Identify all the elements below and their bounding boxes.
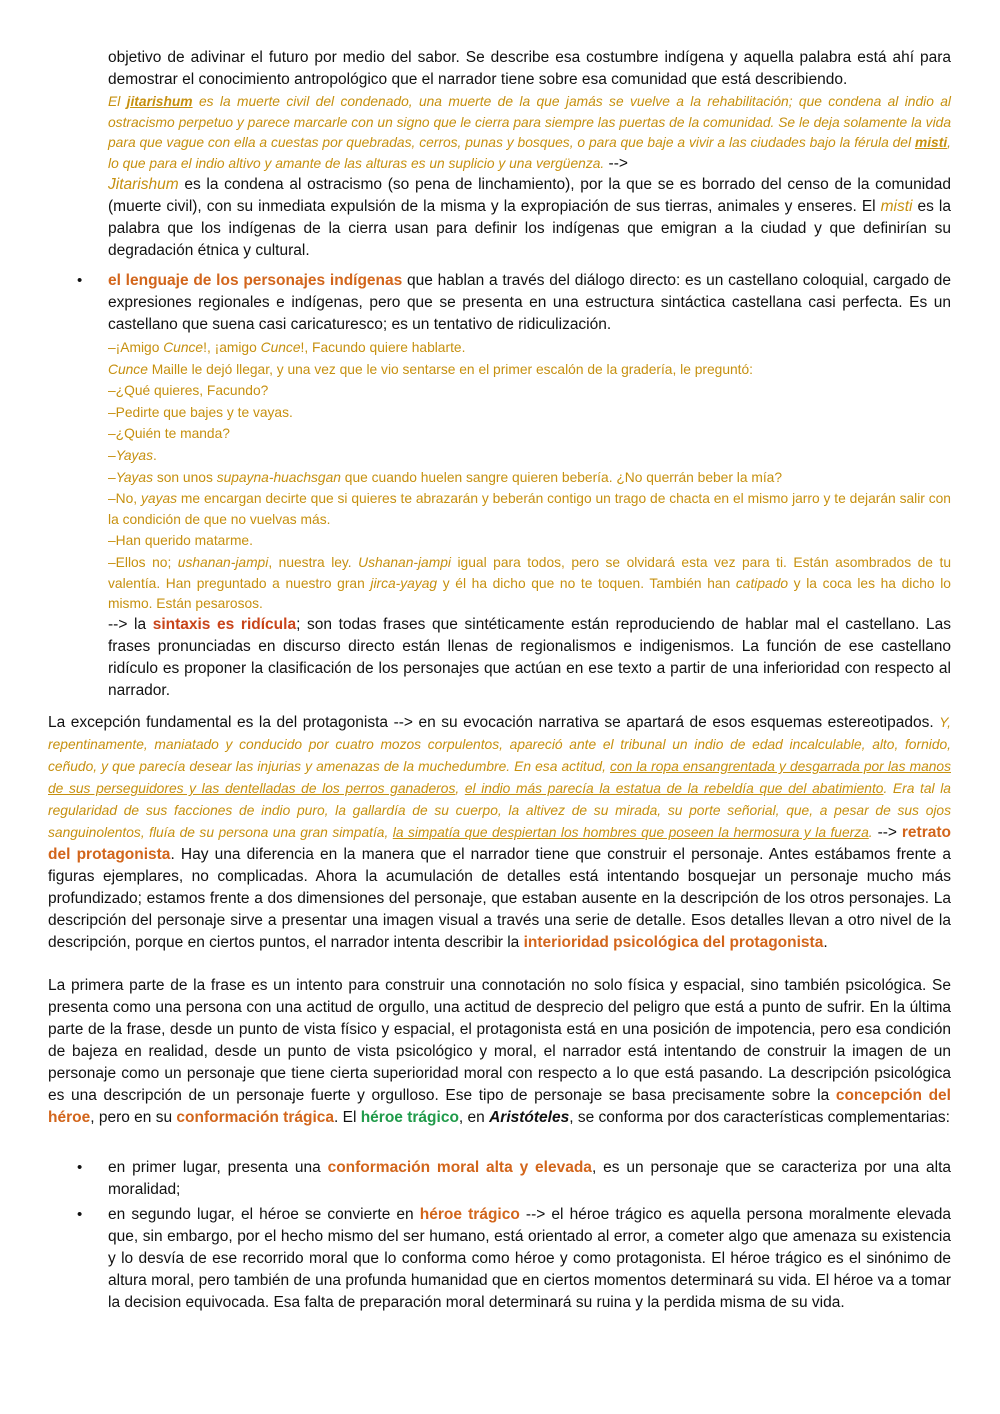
paragraph-jitarishum <box>108 47 951 262</box>
dialogue-line: –Pedirte que bajes y te vayas. <box>108 404 293 420</box>
quote-jitarishum: El jitarishum es la muerte civil del condenado, una muerte de la que jamás se vuelve a la rehabilitación; que condena al indio al ostracismo perpetuo y parece marcarle con un signo que le cierra para siempre las puertas de la comunidad. Se le deja solamente la vida para que vague con ella a cuestas por quebradas, cerros, punas y bosques, o para que baje a vivir a las ciudades bajo la férula del misti, lo que para el indio altivo y amante de las alturas es un suplicio y una vergüenza. --> <box>108 94 951 172</box>
paragraph-lenguaje: el lenguaje de los personajes indígenas que hablan a través del diálogo directo: es un castellano coloquial, cargado de expresiones regionales e indígenas, pero que se presenta en una estructura sintáctica castellana casi perfecta. Es un castellano que suena casi caricaturesco; es un tentativo de ridiculización. <box>108 272 951 333</box>
highlight-conformacion: conformación trágica <box>176 1109 335 1126</box>
paragraph-sintaxis: --> la sintaxis es ridícula; son todas frases que sintéticamente están reproduciendo de hablar mal el castellano. Las frases pronunciadas en discurso directo están llenas de regionalismos e indigenismos. La función de ese castellano ridículo es proponer la clasificación de los personajes que actúan en ese texto a partir de una inferioridad con respecto al narrador. <box>108 616 951 699</box>
paragraph-heroe: La primera parte de la frase es un intento para construir una connotación no solo física y espacial, sino también psicológica. Se presenta como una persona con una actitud de orgullo, una actitud de desprecio del peligro que está a punto de sufrir. En la última parte de la frase, desde un punto de vista físico y espacial, el protagonista está en una posición de impotencia, pero esa condición de bajeza en realidad, desde un punto de vista psicológico y moral, el narrador está intentando de construir la imagen de un personaje como un personaje que tiene cierta superioridad moral con respecto a lo que está pasando. La descripción psicológica es una descripción de un personaje fuerte y orgulloso. Ese tipo de personaje se basa precisamente sobre la concepción del héroe, pero en su conformación trágica. El héroe trágico, en Aristóteles, se conforma por dos características complementarias: <box>48 977 951 1126</box>
highlight-retrato: retrato del protagonista <box>48 824 951 863</box>
list-item-segundo-lugar: en segundo lugar, el héroe se convierte en héroe trágico --> el héroe trágico es aquella persona moralmente elevada que, sin embargo, por el hecho mismo del ser humano, está orientado al error, a cometer algo que amenaza su existencia y lo desvía de ese recorrido moral que lo conforma como héroe y como protagonista. El héroe trágico es el sinónimo de altura moral, pero también de una profunda humanidad que en ciertos momentos determinará su vida. El héroe va a tomar la decision equivocada. Esa falta de preparación moral determinará su ruina y la perdida misma de su vida. <box>108 1206 951 1311</box>
list-item-primer-lugar: en primer lugar, presenta una conformación moral alta y elevada, es un personaje que se caracteriza por una alta moralidad; <box>108 1159 951 1198</box>
bullet-marker: • <box>77 1159 83 1176</box>
dialogue-line: –¡Amigo Cunce!, ¡amigo Cunce!, Facundo quiere hablarte. <box>108 340 466 355</box>
dialogue-line: –Yayas. <box>108 447 157 463</box>
dialogue-quote <box>108 338 951 615</box>
highlight-heroe-tragico: héroe trágico <box>360 1109 459 1126</box>
dialogue-line: –Yayas son unos supayna-huachsgan que cuando huelen sangre quieren bebería. ¿No querrán beber la mía? <box>108 469 783 485</box>
bullet-marker: • <box>77 1206 83 1223</box>
paragraph-protagonista: La excepción fundamental es la del protagonista --> en su evocación narrativa se apartará de esos esquemas estereotipados. Y, repentinamente, maniatado y conducido por cuatro mozos corpulentos, apareció ante el tribunal un indio de edad incalculable, alto, fornido, ceñudo, y que parecía desear las injurias y amenazas de la muchedumbre. En esa actitud, con la ropa ensangrentada y desgarrada por las manos de sus perseguidores y las dentelladas de los perros ganaderos, el indio más parecía la estatua de la rebeldía que del abatimiento. Era tal la regularidad de sus facciones de indio puro, la gallardía de su cuerpo, la altivez de su mirada, su porte señorial, que, a pesar de sus ojos sanguinolentos, fluía de su persona una gran simpatía, la simpatía que despiertan los hombres que poseen la hermosura y la fuerza. --> retrato del protagonista. Hay una diferencia en la manera que el narrador tiene que construir el personaje. Antes estábamos frente a figuras ejemplares, no complicadas. Ahora la acumulación de detalles está intentando bosquejar un personaje mucho más profundizado; estamos frente a dos dimensiones del personaje, que estaban ausente en la descripción de los otros personajes. La descripción del personaje sirve a presentar una imagen visual a través una serie de detalle. Esos detalles llevan a otro nivel de la descripción, porque en ciertos puntos, el narrador intenta describir la interioridad psicológica del protagonista. <box>48 714 951 951</box>
highlight-interioridad: interioridad psicológica del protagonista <box>523 934 824 951</box>
highlight-conformacion-moral: conformación moral alta y elevada <box>327 1159 592 1176</box>
dialogue-line: –No, yayas me encargan decirte que si quieres te abrazarán y beberán contigo un trago de chacta en el mismo jarro y te dejarán salir con la condición de que no vuelvas más. <box>108 491 951 527</box>
dialogue-line: –Ellos no; ushanan-jampi, nuestra ley. Ushanan-jampi igual para todos, pero se olvidará esta vez para ti. Están asombrados de tu valentía. Han preguntado a nuestro gran jirca-yayag y él ha dicho que no te toquen. También han catipado y la coca les ha dicho lo mismo. Están pesarosos. <box>108 554 951 612</box>
dialogue-line: –Han querido matarme. <box>108 533 253 549</box>
term-aristoteles: Aristóteles <box>489 1109 570 1126</box>
highlight-sintaxis: sintaxis es ridícula <box>152 616 297 633</box>
dialogue-line: Cunce Maille le dejó llegar, y una vez que le vio sentarse en el primer escalón de la gradería, le preguntó: <box>108 361 754 377</box>
bullet-marker: • <box>77 272 83 289</box>
intro-text: objetivo de adivinar el futuro por medio del sabor. Se describe esa costumbre indígena y aquella palabra está ahí para demostrar el conocimiento antropológico que el narrador tiene sobre esa comunidad que está describiendo. <box>108 49 951 88</box>
quote-protagonista: Y, repentinamente, maniatado y conducido por cuatro mozos corpulentos, apareció ante el tribunal un indio de edad incalculable, alto, fornido, ceñudo, y que parecía desear las injurias y amenazas de la muchedumbre. En esa actitud, con la ropa ensangrentada y desgarrada por las manos de sus perseguidores y las dentelladas de los perros ganaderos, el indio más parecía la estatua de la rebeldía que del abatimiento. Era tal la regularidad de sus facciones de indio puro, la gallardía de su cuerpo, la altivez de su mirada, su porte señorial, que, a pesar de sus ojos sanguinolentos, fluía de su persona una gran simpatía, la simpatía que despiertan los hombres que poseen la hermosura y la fuerza. <box>48 715 951 840</box>
dialogue-line: –¿Qué quieres, Facundo? <box>108 383 269 399</box>
term-misti: misti <box>914 135 948 151</box>
highlight-concepcion: concepción del héroe <box>48 1087 951 1126</box>
highlight-heroe-tragico-2: héroe trágico <box>419 1206 520 1223</box>
comment-jitarishum: Jitarishum es la condena al ostracismo (so pena de linchamiento), por la que se es borrado del censo de la comunidad (muerte civil), con su inmediata expulsión de la misma y la expropiación de sus tierras, animales y enseres. El misti es la palabra que los indígenas de la cierra usan para definir los indígenas que emigran a la ciudad y que definirían su degradación étnica y cultural. <box>108 176 951 260</box>
dialogue-line: –¿Quién te manda? <box>108 426 230 442</box>
highlight-lenguaje: el lenguaje de los personajes indígenas <box>108 272 403 289</box>
term-jitarishum: jitarishum <box>126 94 193 109</box>
